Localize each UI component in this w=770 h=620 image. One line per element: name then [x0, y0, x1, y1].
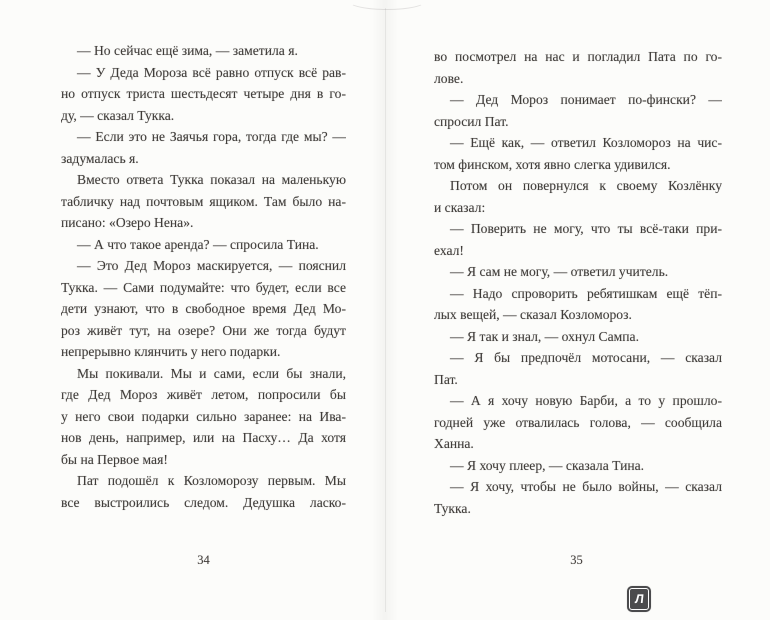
text-line: дети узнают, что в свободное время Дед Мо-	[61, 301, 346, 316]
page-gutter-line	[385, 8, 386, 612]
text-line: но отпуск триста шестьдесят четыре дня в го-	[61, 86, 346, 101]
text-line: лых вещей, — сказал Козломороз.	[434, 307, 632, 322]
text-line: Тукка.	[434, 500, 471, 516]
text-line: Мы покивали. Мы и сами, если бы знали,	[77, 365, 346, 381]
text-line: у него свои подарки сильно заранее: на Ива-	[61, 408, 346, 424]
right-page-text	[434, 46, 722, 519]
text-line: Пат.	[434, 371, 458, 387]
text-line: — Если это не Заячья гора, тогда где мы? —	[77, 129, 346, 144]
text-line: — Поверить не могу, что ты всё-таки при-	[450, 221, 722, 236]
text-line: и сказал:	[434, 199, 486, 215]
text-line: Пат подошёл к Козломорозу первым. Мы	[77, 473, 346, 488]
text-line: — А я хочу новую Барби, а то у прошло-	[450, 393, 722, 408]
text-line: — Я хочу плеер, — сказала Тина.	[450, 457, 645, 473]
labirint-watermark-frame	[629, 588, 649, 610]
text-line: — Я бы предпочёл мотосани, — сказал	[450, 350, 722, 365]
left-page-text	[61, 40, 346, 513]
text-line: непрерывно клянчить у него подарки.	[61, 344, 281, 359]
left-page-number: 34	[197, 553, 210, 567]
text-line: — А что такое аренда? — спросила Тина.	[77, 236, 319, 252]
text-line: бы на Первое мая!	[61, 451, 168, 467]
text-line: — У Деда Мороза всё равно отпуск всё рав-	[77, 64, 346, 80]
text-line: — Я сам не могу, — ответил учитель.	[450, 264, 669, 279]
text-line: все выстроились следом. Дедушка ласко-	[61, 494, 346, 510]
text-line: — Я хочу, чтобы не было войны, — сказал	[450, 479, 722, 494]
text-line: ехал!	[434, 242, 464, 258]
text-line: — Надо спроворить ребятишкам ещё тёп-	[450, 285, 722, 301]
text-line: где Дед Мороз живёт летом, попросили бы	[61, 387, 346, 402]
labirint-watermark-badge	[627, 586, 651, 612]
text-line: Потом он повернулся к своему Козлёнку	[450, 178, 722, 193]
text-line: во посмотрел на нас и погладил Пата по го-	[434, 49, 722, 64]
text-line: — Это Дед Мороз маскируется, — пояснил	[77, 258, 346, 273]
text-line: Ханна.	[434, 436, 474, 451]
text-line: нов день, например, или на Пасху… Да хотя	[61, 430, 346, 445]
text-line: писано: «Озеро Нена».	[61, 215, 194, 230]
right-page-number: 35	[570, 553, 583, 567]
text-line: Вместо ответа Тукка показал на маленькую	[77, 172, 346, 187]
labirint-logo-icon: Л	[633, 591, 645, 606]
text-line: том финском, хотя явно слегка удивился.	[434, 156, 671, 172]
text-line: — Я так и знал, — охнул Сампа.	[450, 328, 639, 344]
text-line: — Но сейчас ещё зима, — заметила я.	[77, 43, 298, 58]
text-line: лове.	[434, 70, 464, 86]
text-line: годней уже отвалилась голова, — сообщила	[434, 414, 722, 430]
page-top-edge-curve	[348, 0, 426, 10]
text-line: спросил Пат.	[434, 113, 509, 129]
text-line: Тукка. — Сами подумайте: что будет, если все	[61, 279, 346, 295]
text-line: задумалась я.	[61, 150, 139, 166]
text-line: табличку над почтовым ящиком. Там было на-	[61, 193, 346, 209]
text-line: — Ещё как, — ответил Козломороз на чис-	[450, 135, 722, 150]
text-line: роз живёт тут, на озере? Они же тогда будут	[61, 322, 346, 338]
text-line: ду, — сказал Тукка.	[61, 107, 175, 123]
text-line: — Дед Мороз понимает по-фински? —	[450, 92, 722, 107]
